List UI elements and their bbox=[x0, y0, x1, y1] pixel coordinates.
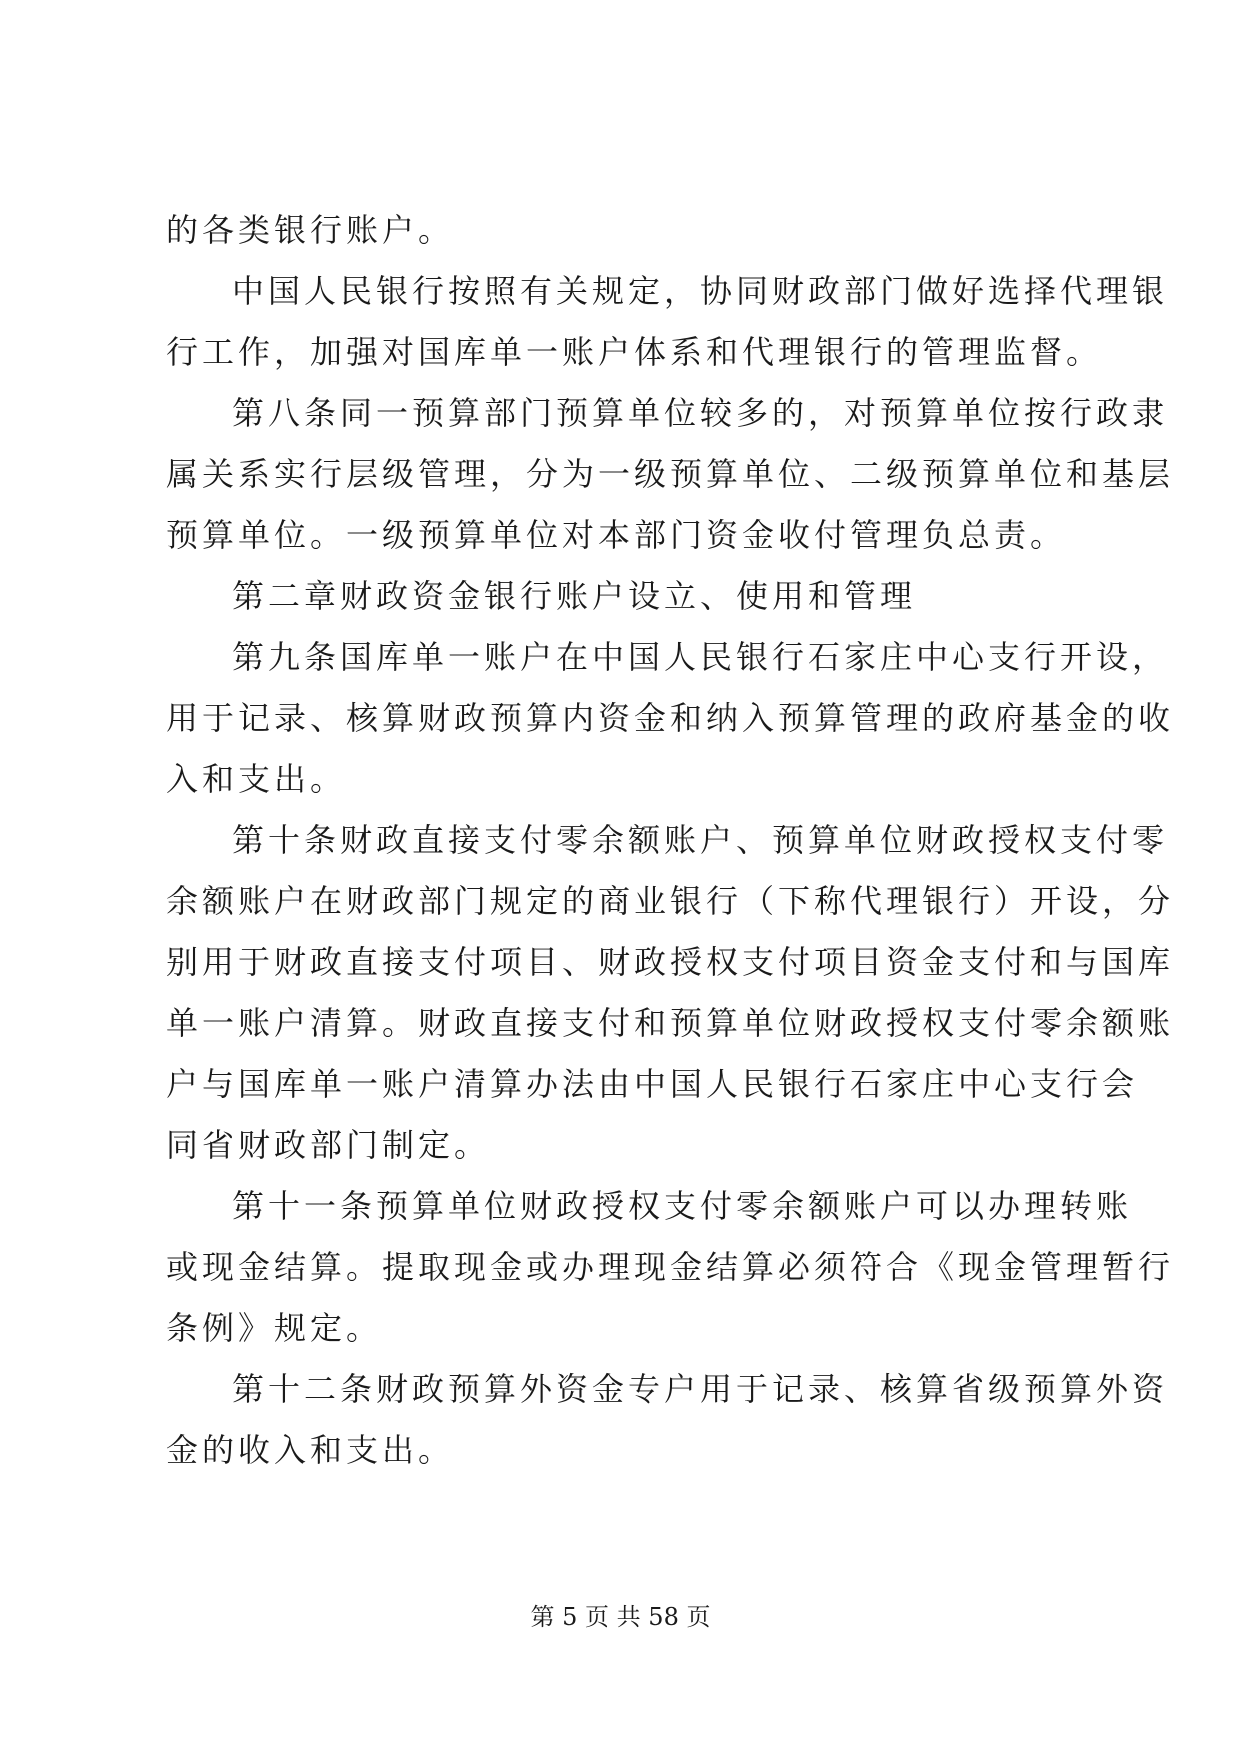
text-line: 预算单位。一级预算单位对本部门资金收付管理负总责。 bbox=[166, 516, 1067, 554]
text-line: 金的收入和支出。 bbox=[166, 1431, 455, 1469]
text-line: 条例》规定。 bbox=[166, 1309, 383, 1347]
text-line: 属关系实行层级管理，分为一级预算单位、二级预算单位和基层 bbox=[166, 455, 1175, 493]
text-line: 的各类银行账户。 bbox=[166, 211, 455, 249]
text-line: 行工作，加强对国库单一账户体系和代理银行的管理监督。 bbox=[166, 333, 1103, 371]
text-line: 单一账户清算。财政直接支付和预算单位财政授权支付零余额账 bbox=[166, 1004, 1175, 1042]
section-heading: 第二章财政资金银行账户设立、使用和管理 bbox=[232, 577, 917, 615]
text-line: 入和支出。 bbox=[166, 760, 347, 798]
text-line: 余额账户在财政部门规定的商业银行（下称代理银行）开设，分 bbox=[166, 882, 1175, 920]
text-line: 或现金结算。提取现金或办理现金结算必须符合《现金管理暂行 bbox=[166, 1248, 1175, 1286]
text-line: 第八条同一预算部门预算单位较多的，对预算单位按行政隶 bbox=[232, 394, 1169, 432]
text-line: 用于记录、核算财政预算内资金和纳入预算管理的政府基金的收 bbox=[166, 699, 1175, 737]
text-line: 第十条财政直接支付零余额账户、预算单位财政授权支付零 bbox=[232, 821, 1169, 859]
text-line: 同省财政部门制定。 bbox=[166, 1126, 491, 1164]
text-line: 第十二条财政预算外资金专户用于记录、核算省级预算外资 bbox=[232, 1370, 1169, 1408]
text-line: 第十一条预算单位财政授权支付零余额账户可以办理转账 bbox=[232, 1187, 1133, 1225]
text-line: 别用于财政直接支付项目、财政授权支付项目资金支付和与国库 bbox=[166, 943, 1175, 981]
page-number-footer: 第 5 页 共 58 页 bbox=[530, 1603, 711, 1631]
text-line: 户与国库单一账户清算办法由中国人民银行石家庄中心支行会 bbox=[166, 1065, 1139, 1103]
text-line: 中国人民银行按照有关规定，协同财政部门做好选择代理银 bbox=[232, 272, 1169, 310]
text-line: 第九条国库单一账户在中国人民银行石家庄中心支行开设， bbox=[232, 638, 1169, 676]
